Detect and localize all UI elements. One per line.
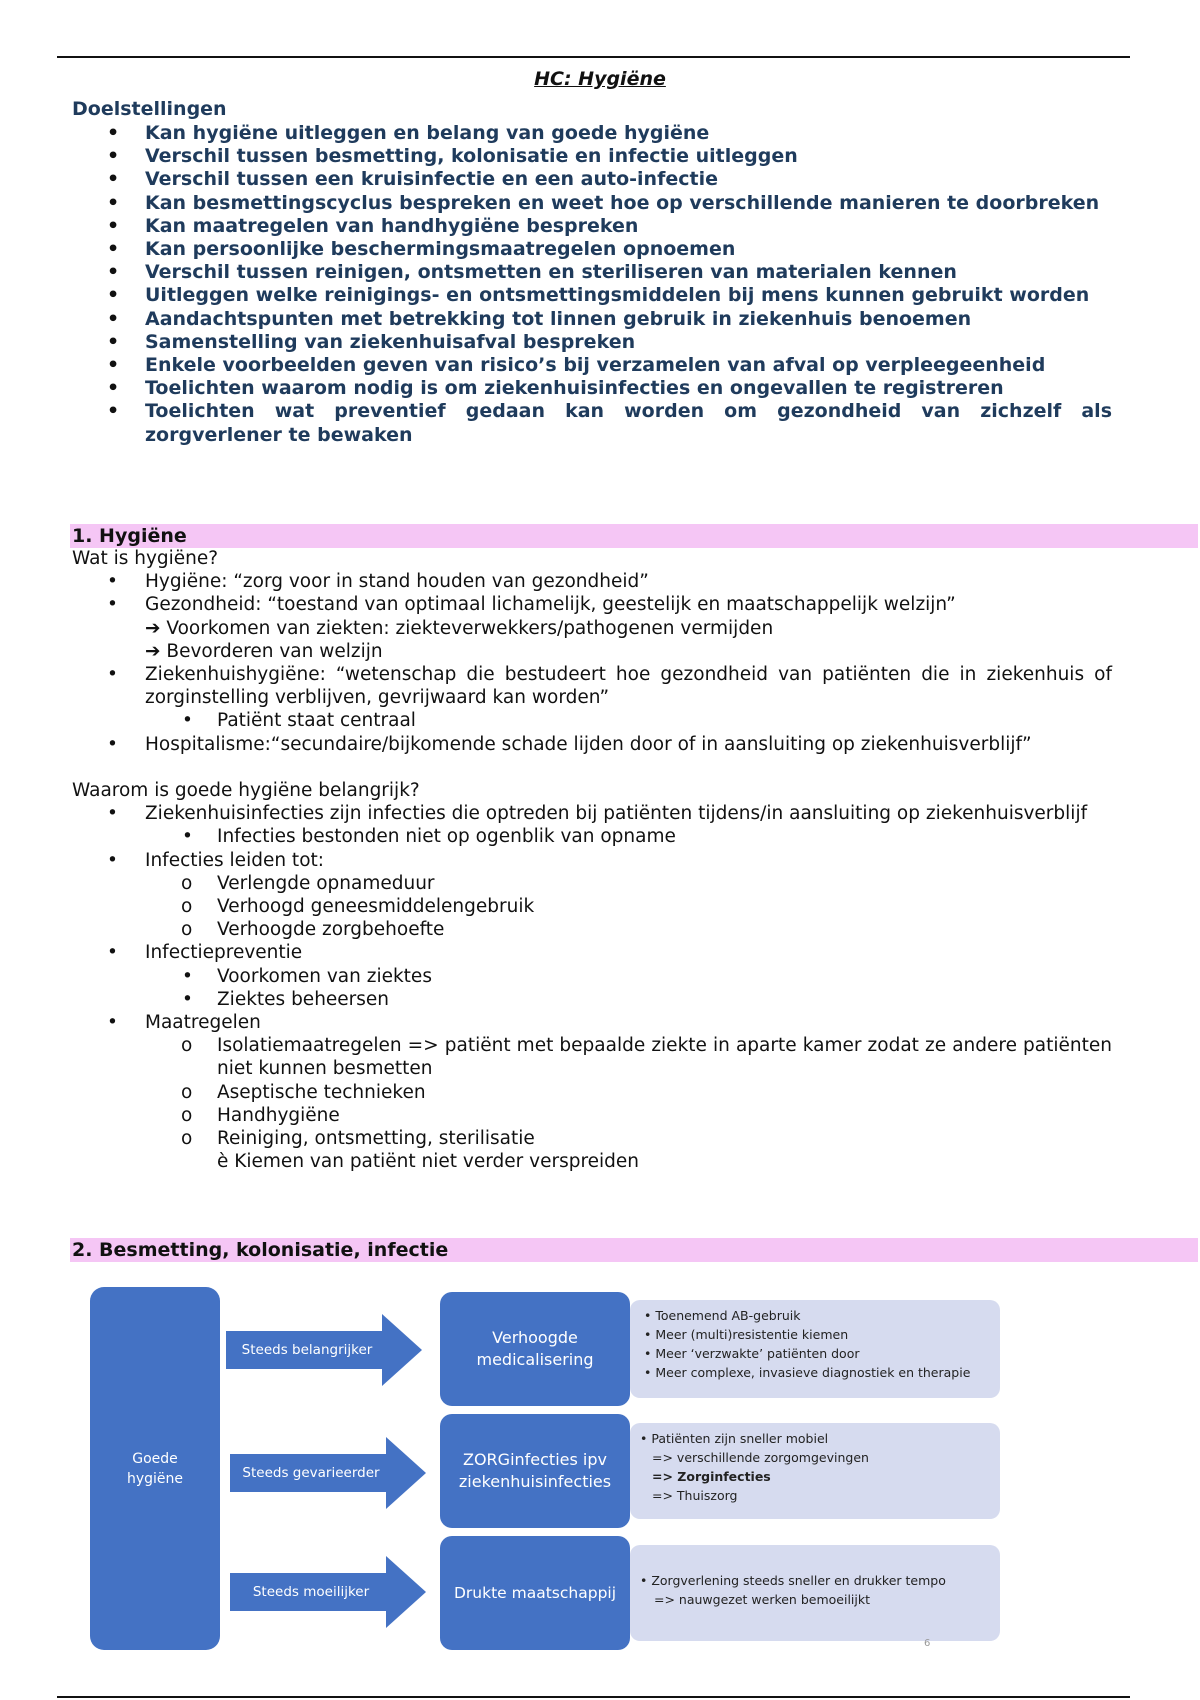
objectives-list (72, 122, 1112, 447)
detail-line: • Toenemend AB-gebruik (644, 1308, 801, 1323)
detail-line: => verschillende zorgomgevingen (652, 1450, 869, 1465)
arrow-label: Steeds gevarieerder (230, 1454, 392, 1492)
sub-item: o Aseptische technieken (72, 1081, 1112, 1104)
objectives-heading: Doelstellingen (72, 98, 227, 120)
detail-line: • Meer (multi)resistentie kiemen (644, 1327, 849, 1342)
hygiene-diagram (86, 1283, 1006, 1653)
section-1-body (72, 547, 1112, 1173)
diagram-details (630, 1423, 1000, 1519)
sub-item: o Verlengde opnameduur (72, 872, 1112, 895)
objective-item: • Toelichten waarom nodig is om ziekenhuisinfecties en ongevallen te registreren (72, 377, 1112, 400)
hospital-hygiene-definition: • Ziekenhuishygiëne: “wetenschap die bestudeert hoe gezondheid van patiënten die in ziekenhuis of zorginstelling verblijven, gevrijwaard kan worden” (72, 663, 1112, 709)
objective-item: • Kan besmettingscyclus bespreken en weet hoe op verschillende manieren te doorbreken (72, 192, 1112, 215)
objective-item: • Kan persoonlijke beschermingsmaatregelen opnoemen (72, 238, 1112, 261)
objective-item: • Verschil tussen besmetting, kolonisatie en infectie uitleggen (72, 145, 1112, 168)
infections-lead-point: • Infecties leiden tot: (72, 849, 1112, 872)
sub-bullet: • Patiënt staat centraal (72, 709, 1112, 732)
detail-line: => nauwgezet werken bemoeilijkt (654, 1592, 871, 1607)
detail-line: • Zorgverlening steeds sneller en drukker tempo (640, 1573, 946, 1588)
question-what-is-hygiene: Wat is hygiëne? (72, 548, 219, 569)
arrow-label: Steeds moeilijker (230, 1573, 392, 1611)
section-1-heading: 1. Hygiëne (70, 524, 1198, 548)
diagram-box: ZORGinfecties ipv ziekenhuisinfecties (440, 1414, 630, 1528)
diagram-arrow (226, 1314, 426, 1386)
detail-line: => Thuiszorg (652, 1488, 738, 1503)
diagram-details (630, 1545, 1000, 1641)
detail-line: • Meer ‘verzwakte’ patiënten door (644, 1346, 860, 1361)
detail-line: => Zorginfecties (652, 1469, 771, 1484)
objective-item: • Aandachtspunten met betrekking tot linnen gebruik in ziekenhuis benoemen (72, 308, 1112, 331)
sub-bullet: • Infecties bestonden niet op ogenblik van opname (72, 825, 1112, 848)
objective-item: • Verschil tussen reinigen, ontsmetten en steriliseren van materialen kennen (72, 261, 1112, 284)
diagram-box: Drukte maatschappij (440, 1536, 630, 1650)
health-definition: • Gezondheid: “toestand van optimaal lichamelijk, geestelijk en maatschappelijk welzijn” (72, 593, 1112, 616)
diagram-arrow (230, 1556, 430, 1628)
sub-item: o Verhoogd geneesmiddelengebruik (72, 895, 1112, 918)
sub-item: o Handhygiëne (72, 1104, 1112, 1127)
objective-item: • Kan hygiëne uitleggen en belang van goede hygiëne (72, 122, 1112, 145)
bottom-rule (57, 1696, 1130, 1698)
diagram-box: Verhoogde medicalisering (440, 1292, 630, 1406)
arrow-point: ➔ Voorkomen van ziekten: ziekteverwekkers/pathogenen vermijden (145, 617, 774, 639)
hospitalism-definition: • Hospitalisme:“secundaire/bijkomende schade lijden door of in aansluiting op ziekenhuisverblijf” (72, 733, 1112, 756)
detail-line: • Meer complexe, invasieve diagnostiek en therapie (644, 1365, 971, 1380)
diagram-details (630, 1300, 1000, 1398)
hygiene-definition: • Hygiëne: “zorg voor in stand houden van gezondheid” (72, 570, 1112, 593)
section-2-heading: 2. Besmetting, kolonisatie, infectie (70, 1238, 1198, 1262)
sub-bullet: • Ziektes beheersen (72, 988, 1112, 1011)
measures-conclusion: è Kiemen van patiënt niet verder verspreiden (217, 1151, 640, 1173)
objective-item: • Toelichten wat preventief gedaan kan worden om gezondheid van zichzelf als zorgverlener te bewaken (72, 400, 1112, 446)
arrow-label: Steeds belangrijker (226, 1331, 388, 1369)
arrow-point: ➔ Bevorderen van welzijn (145, 640, 383, 662)
objective-item: • Kan maatregelen van handhygiëne bespreken (72, 215, 1112, 238)
objective-item: • Verschil tussen een kruisinfectie en een auto-infectie (72, 168, 1112, 191)
objective-item: • Uitleggen welke reinigings- en ontsmettingsmiddelen bij mens kunnen gebruikt worden (72, 284, 1112, 307)
objective-item: • Samenstelling van ziekenhuisafval bespreken (72, 331, 1112, 354)
sub-item: o Isolatiemaatregelen => patiënt met bepaalde ziekte in aparte kamer zodat ze andere patiënten niet kunnen besmetten (72, 1034, 1112, 1080)
diagram-arrow (230, 1437, 430, 1509)
arrow-head (386, 1437, 426, 1509)
detail-line: • Patiënten zijn sneller mobiel (640, 1431, 829, 1446)
hospital-infections-point: • Ziekenhuisinfecties zijn infecties die optreden bij patiënten tijdens/in aansluiting op ziekenhuisverblijf (72, 802, 1112, 825)
good-hygiene-box: Goede hygiëne (90, 1287, 220, 1650)
arrow-head (386, 1556, 426, 1628)
sub-bullet: • Voorkomen van ziektes (72, 965, 1112, 988)
measures-point: • Maatregelen (72, 1011, 1112, 1034)
sub-item: o Reiniging, ontsmetting, sterilisatie (72, 1127, 1112, 1150)
slide-page-number: 6 (924, 1638, 931, 1649)
arrow-head (382, 1314, 422, 1386)
top-rule (57, 56, 1130, 58)
objective-item: • Enkele voorbeelden geven van risico’s bij verzamelen van afval op verpleegeenheid (72, 354, 1112, 377)
sub-item: o Verhoogde zorgbehoefte (72, 918, 1112, 941)
page-title: HC: Hygiëne (534, 68, 666, 90)
question-why-important: Waarom is goede hygiëne belangrijk? (72, 780, 420, 802)
prevention-point: • Infectiepreventie (72, 941, 1112, 964)
